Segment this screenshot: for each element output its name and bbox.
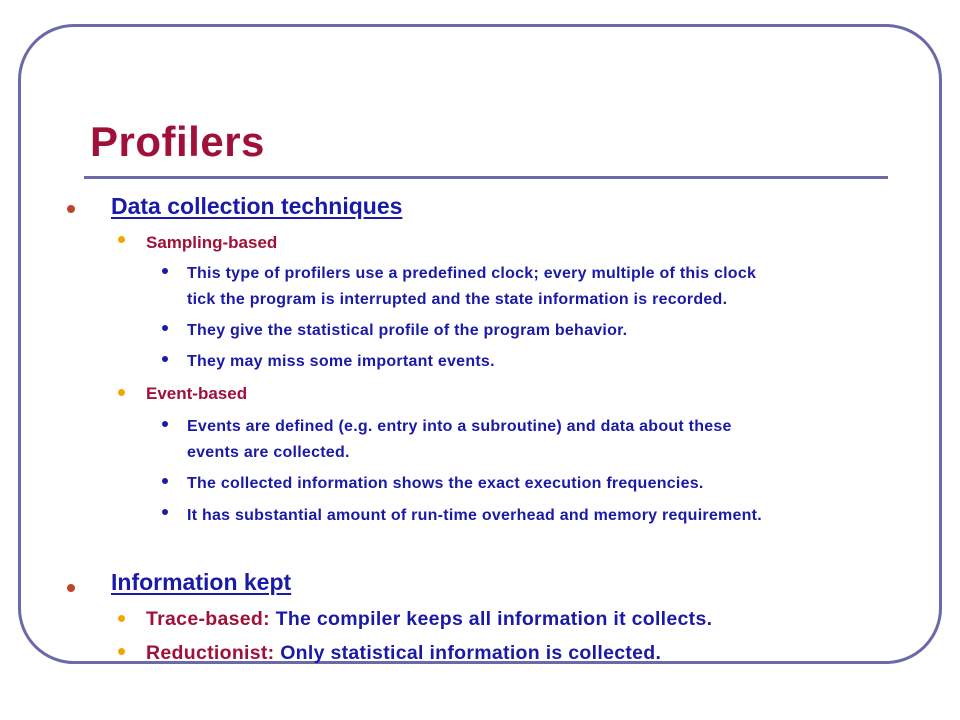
point-text: This type of profilers use a predefined clock; every multiple of this clock xyxy=(187,265,757,282)
section-heading-data-collection: Data collection techniques xyxy=(111,193,403,219)
desc-trace-based: The compiler keeps all information it collects. xyxy=(275,608,713,630)
section-heading-information-kept: Information kept xyxy=(111,569,292,595)
point-text: Events are defined (e.g. entry into a subroutine) and data about these xyxy=(187,418,732,435)
subsection-bullet-icon xyxy=(118,236,125,243)
title-underline xyxy=(84,176,888,179)
point-text: tick the program is interrupted and the state information is recorded. xyxy=(187,291,728,308)
point-bullet-icon xyxy=(162,509,168,515)
point-text: events are collected. xyxy=(187,444,350,461)
term-reductionist: Reductionist: xyxy=(146,642,275,664)
term-trace-based: Trace-based: xyxy=(146,608,270,630)
section-bullet-icon xyxy=(67,205,75,213)
point-bullet-icon xyxy=(162,478,168,484)
trace-based-item xyxy=(146,608,712,631)
reductionist-item xyxy=(146,642,661,665)
point-text: The collected information shows the exact execution frequencies. xyxy=(187,475,704,492)
subsection-bullet-icon xyxy=(118,389,125,396)
subsection-label-event: Event-based xyxy=(146,384,248,403)
subsection-bullet-icon xyxy=(118,615,125,622)
section-bullet-icon xyxy=(67,584,75,592)
point-text: It has substantial amount of run-time overhead and memory requirement. xyxy=(187,507,762,524)
point-bullet-icon xyxy=(162,421,168,427)
slide-title: Profilers xyxy=(90,118,265,165)
point-text: They may miss some important events. xyxy=(187,353,495,370)
point-bullet-icon xyxy=(162,356,168,362)
desc-reductionist: Only statistical information is collected. xyxy=(280,642,662,664)
point-bullet-icon xyxy=(162,325,168,331)
point-text: They give the statistical profile of the program behavior. xyxy=(187,322,628,339)
point-bullet-icon xyxy=(162,268,168,274)
subsection-label-sampling: Sampling-based xyxy=(146,233,278,252)
subsection-bullet-icon xyxy=(118,648,125,655)
